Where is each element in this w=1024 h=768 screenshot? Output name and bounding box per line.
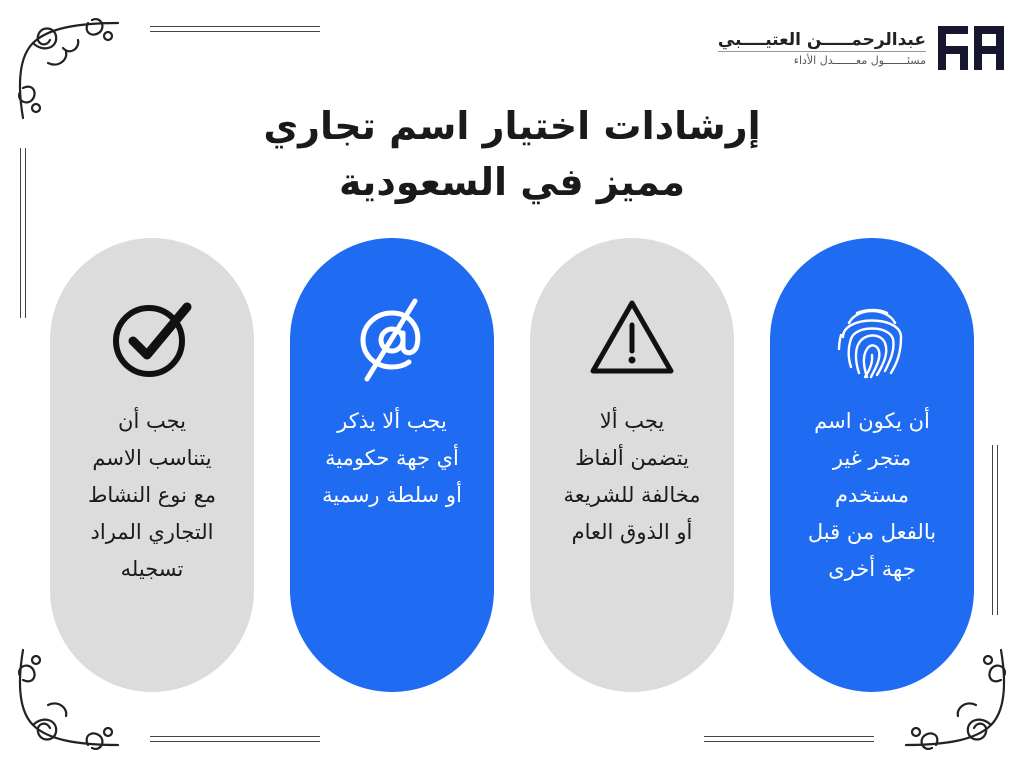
frame-right-line-2 <box>997 445 998 615</box>
frame-bottom-left-line-2 <box>150 741 320 742</box>
card-line: التجاري المراد <box>90 520 214 544</box>
card-line: أو سلطة رسمية <box>322 483 462 507</box>
card-no-government-reference <box>290 238 494 692</box>
flourish-top-left-icon <box>8 8 128 128</box>
card-text-unique-name <box>784 403 960 588</box>
card-line: أن يكون اسم <box>814 409 930 433</box>
card-line: يجب ألا يذكر <box>337 409 447 433</box>
title-line-2: مميز في السعودية <box>339 160 685 204</box>
card-match-activity <box>50 238 254 692</box>
card-text-match-activity <box>64 403 240 588</box>
card-line: يجب ألا <box>599 409 665 433</box>
page-title <box>180 98 844 210</box>
card-line: أو الذوق العام <box>571 520 693 544</box>
frame-left-line-2 <box>25 148 26 318</box>
card-line: يتناسب الاسم <box>92 446 212 470</box>
frame-bottom-left-line <box>150 736 320 737</box>
checkmark-circle-icon <box>107 293 197 383</box>
frame-bottom-right-line-2 <box>704 741 874 742</box>
no-at-sign-icon <box>347 293 437 383</box>
card-line: يتضمن ألفاظ <box>575 446 689 470</box>
card-line: جهة أخرى <box>828 557 916 581</box>
frame-top-left-line <box>150 26 320 27</box>
card-unique-name <box>770 238 974 692</box>
card-line: مستخدم <box>835 483 909 507</box>
card-line: متجر غير <box>832 446 912 470</box>
logo-mark-icon <box>936 22 1006 74</box>
logo-text <box>718 29 926 68</box>
card-line: مخالفة للشريعة <box>563 483 701 507</box>
frame-right-line <box>992 445 993 615</box>
brand-name: عبدالرحمـــــن العتيــــبي <box>717 29 926 50</box>
warning-icon <box>587 293 677 383</box>
card-text-no-offensive-words <box>544 403 720 551</box>
title-line-1: إرشادات اختيار اسم تجاري <box>263 104 761 148</box>
brand-logo <box>718 22 1006 74</box>
card-line: مع نوع النشاط <box>87 483 217 507</box>
frame-left-line <box>20 148 21 318</box>
brand-role: مسئـــــــول معـــــــدل الأداء <box>718 51 926 68</box>
frame-bottom-right-line <box>704 736 874 737</box>
card-line: يجب أن <box>118 409 186 433</box>
card-text-no-government-reference <box>304 403 480 514</box>
card-no-offensive-words <box>530 238 734 692</box>
fingerprint-icon <box>827 293 917 383</box>
frame-top-left-line-2 <box>150 31 320 32</box>
card-line: أي جهة حكومية <box>325 446 459 470</box>
card-line: بالفعل من قبل <box>807 520 937 544</box>
card-line: تسجيله <box>120 557 184 581</box>
